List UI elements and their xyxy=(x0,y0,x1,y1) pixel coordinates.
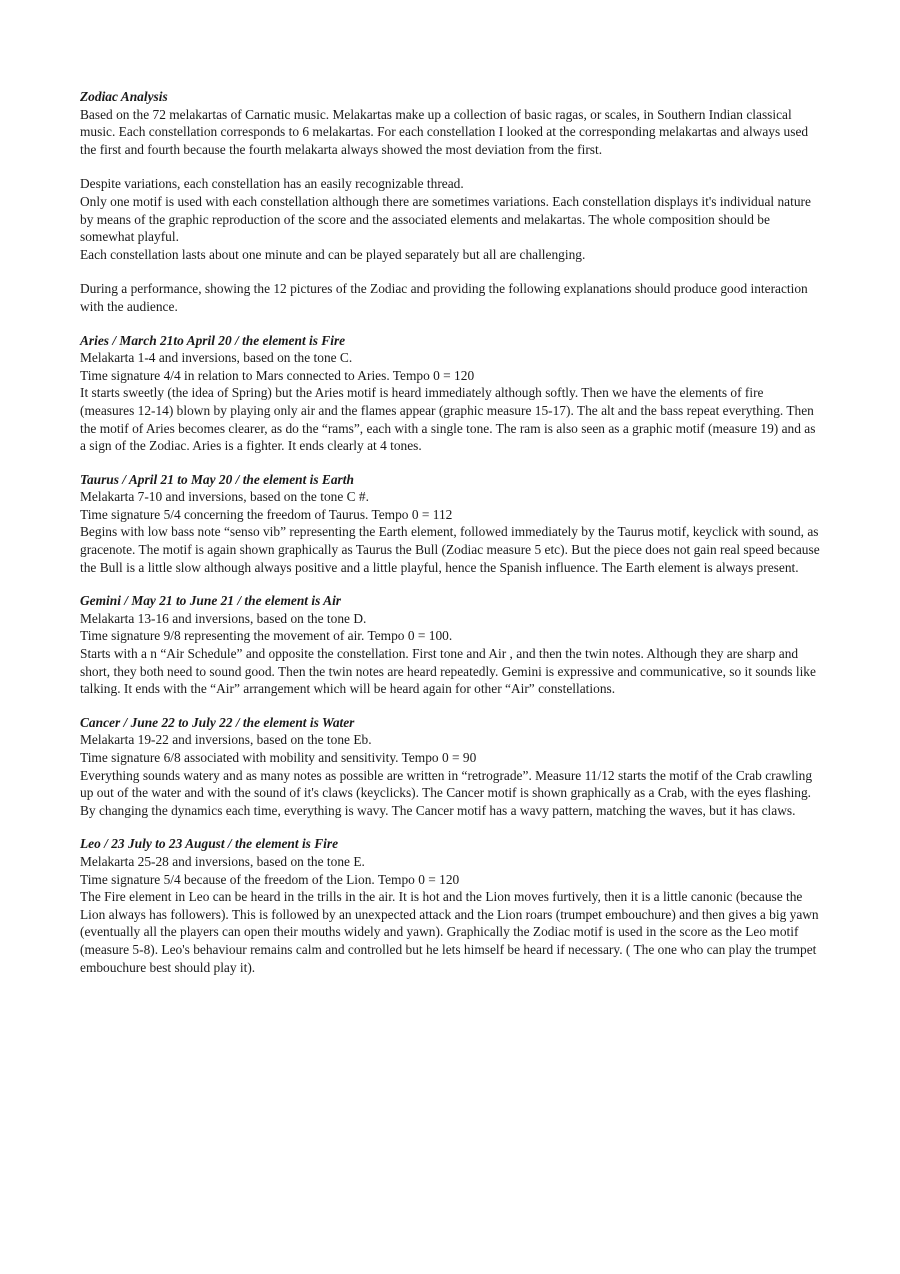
section-melakarta: Melakarta 7-10 and inversions, based on the tone C #. xyxy=(80,489,369,505)
section-time-signature: Time signature 6/8 associated with mobility and sensitivity. Tempo 0 = 90 xyxy=(80,750,477,765)
section-heading: Leo / 23 July to 23 August / the element is Fire xyxy=(80,836,339,852)
section-heading: Taurus / April 21 to May 20 / the element is Earth xyxy=(80,471,354,487)
section-time-signature: Time signature 5/4 concerning the freedom of Taurus. Tempo 0 = 112 xyxy=(80,506,453,522)
section-time-signature: Time signature 5/4 because of the freedom of the Lion. Tempo 0 = 120 xyxy=(80,871,460,887)
intro-paragraph-1: Based on the 72 melakartas of Carnatic music. Melakartas make up a collection of basic ragas, or scales, in Southern Indian classical music. Each constellation corresponds to 6 melakartas. For each constellation I looked at the corresponding melakartas and always used the first and fourth because the fourth melakarta always showed the most deviation from the first. xyxy=(80,106,809,157)
intro-paragraph-4: Each constellation lasts about one minute and can be played separately but all are challenging. xyxy=(80,246,586,262)
section-gemini xyxy=(80,592,820,698)
section-time-signature: Time signature 4/4 in relation to Mars connected to Aries. Tempo 0 = 120 xyxy=(80,367,475,383)
section-time-signature: Time signature 9/8 representing the movement of air. Tempo 0 = 100. xyxy=(80,628,453,644)
section-body-continued: By changing the dynamics each time, everything is wavy. The Cancer motif has a wavy pattern, matching the waves, but it has claws. xyxy=(80,802,796,818)
section-gap xyxy=(80,698,820,714)
paragraph-gap xyxy=(80,263,820,280)
section-melakarta: Melakarta 1-4 and inversions, based on the tone C. xyxy=(80,350,353,366)
intro-paragraph-5: During a performance, showing the 12 pictures of the Zodiac and providing the following explanations should produce good interaction with the audience. xyxy=(80,281,808,314)
section-aries xyxy=(80,332,820,455)
section-gap xyxy=(80,316,820,332)
intro-paragraph-2: Despite variations, each constellation has an easily recognizable thread. xyxy=(80,176,464,192)
section-heading: Aries / March 21to April 20 / the element is Fire xyxy=(80,332,346,348)
section-gap xyxy=(80,455,820,471)
section-heading: Gemini / May 21 to June 21 / the element is Air xyxy=(80,593,341,609)
section-body: Begins with low bass note “senso vib” representing the Earth element, followed immediately by the Taurus motif, keyclick with sound, as gracenote. The motif is again shown graphically as Taurus the Bull (Zodiac measure 5 etc). But the piece does not gain real speed because the Bull is a little slow although always positive and a little playful, hence the Spanish influence. The Earth element is always present. xyxy=(80,524,820,575)
intro-title: Zodiac Analysis xyxy=(80,89,168,104)
section-body: Starts with a n “Air Schedule” and opposite the constellation. First tone and Air , and then the twin notes. Although they are sharp and short, they both need to sound good. Then the twin notes are heard repeatedly. Gemini is expressive and communicative, so it sounds like talking. It ends with the “Air” arrangement which will be heard again for other “Air” constellations. xyxy=(80,646,816,697)
section-gap xyxy=(80,819,820,835)
section-taurus xyxy=(80,471,820,577)
section-body: Everything sounds watery and as many notes as possible are written in “retrograde”. Measure 11/12 starts the motif of the Crab crawling up out of the water and with the sound of it's claws (keyclicks). The Cancer motif is shown graphically as a Crab, with the eyes flashing. xyxy=(80,767,813,801)
section-body: It starts sweetly (the idea of Spring) but the Aries motif is heard immediately although softly. Then we have the elements of fire (measures 12-14) blown by playing only air and the flames appear (graphic measure 15-17). The alt and the bass repeat everything. Then the motif of Aries becomes clearer, as do the “rams”, each with a single tone. The ram is also seen as a graphic motif (measure 19) and as a sign of the Zodiac. Aries is a fighter. It ends clearly at 4 tones. xyxy=(80,385,816,454)
intro-paragraph-3: Only one motif is used with each constellation although there are sometimes variations. Each constellation displays it's individual nature by means of the graphic reproduction of the score and the associated elements and melakartas. The whole composition should be somewhat playful. xyxy=(80,193,811,245)
section-body: The Fire element in Leo can be heard in the trills in the air. It is hot and the Lion moves furtively, then it is a little canonic (because the Lion always has followers). This is followed by an unexpected attack and the Lion roars (trumpet embouchure) and then gives a big yawn (eventually all the players can open their mouths widely and yawn). Graphically the Zodiac motif is used in the score as the Leo motif (measure 5-8). Leo's behaviour remains calm and controlled but he lets himself be heard if necessary. ( The one who can play the trumpet embouchure best should play it). xyxy=(80,889,819,975)
section-gap xyxy=(80,576,820,592)
section-leo xyxy=(80,835,820,976)
section-melakarta: Melakarta 19-22 and inversions, based on the tone Eb. xyxy=(80,732,372,748)
section-cancer xyxy=(80,714,820,820)
paragraph-gap xyxy=(80,158,820,175)
section-melakarta: Melakarta 13-16 and inversions, based on the tone D. xyxy=(80,610,367,626)
document-page xyxy=(80,88,820,976)
section-heading: Cancer / June 22 to July 22 / the element is Water xyxy=(80,714,355,730)
section-melakarta: Melakarta 25-28 and inversions, based on the tone E. xyxy=(80,853,365,869)
